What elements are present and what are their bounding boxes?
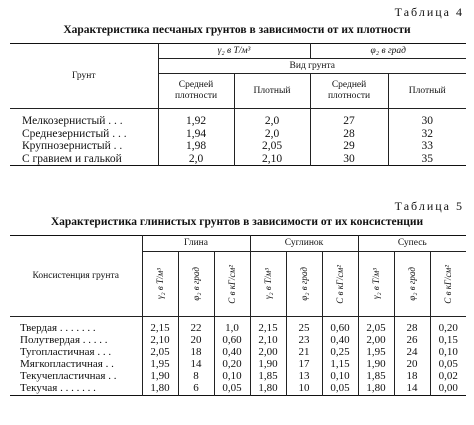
cell: 0,20 (430, 323, 466, 335)
cell: 1,90 (142, 371, 178, 383)
table4-sub-2: Средней плотности (310, 74, 388, 109)
row-name: Твердая . . . . . . . (20, 322, 96, 335)
row-name: Текучепластичная . . (20, 370, 117, 383)
table5-sub-gamma: γ₂ в Т/м³ (155, 268, 165, 300)
table4-header-phi: φ₂ в град (310, 44, 466, 59)
cell: 30 (310, 153, 388, 166)
cell: 1,98 (158, 140, 234, 153)
cell: 1,15 (322, 359, 358, 371)
cell: 2,05 (142, 347, 178, 359)
cell: 18 (178, 347, 214, 359)
cell: 1,92 (158, 115, 234, 128)
cell: 28 (394, 323, 430, 335)
cell: 35 (388, 153, 466, 166)
table4-sub-1: Плотный (234, 74, 310, 109)
cell: 1,80 (250, 383, 286, 396)
cell: 13 (286, 371, 322, 383)
cell: 2,00 (250, 347, 286, 359)
table4-title: Характеристика песчаных грунтов в зависимости от их плотности (63, 24, 411, 36)
table4-header-soil: Грунт (10, 44, 158, 109)
cell: 27 (310, 115, 388, 128)
table-row (10, 347, 466, 359)
cell: 29 (310, 140, 388, 153)
table5-group-clay: Глина (142, 236, 250, 252)
table-row (10, 335, 466, 347)
cell: 0,05 (214, 383, 250, 396)
table5-sub-c: C в кГ/см² (443, 264, 454, 304)
cell: 0,60 (322, 323, 358, 335)
table-row (10, 383, 466, 396)
cell: 0,20 (214, 359, 250, 371)
table5-sub-phi: φ₂ в град (407, 267, 418, 301)
cell: 2,15 (142, 323, 178, 335)
row-name: Среднезернистый . . . (22, 127, 127, 140)
cell: 0,10 (430, 347, 466, 359)
table-row (10, 371, 466, 383)
cell: 10 (286, 383, 322, 396)
cell: 14 (178, 359, 214, 371)
cell: 2,05 (358, 323, 394, 335)
row-name: Мягкопластичная . . (20, 358, 114, 371)
cell: 0,10 (322, 371, 358, 383)
row-name: Крупнозернистый . . (22, 140, 123, 153)
cell: 20 (178, 335, 214, 347)
cell: 26 (394, 335, 430, 347)
table-row (10, 153, 466, 166)
row-name: Полутвердая . . . . . (20, 334, 108, 347)
table-row (10, 359, 466, 371)
cell: 0,60 (214, 335, 250, 347)
table-row (10, 140, 466, 153)
row-name: Мелкозернистый . . . (22, 115, 123, 128)
cell: 0,00 (430, 383, 466, 396)
cell: 24 (394, 347, 430, 359)
table4-number: Таблица 4 (394, 5, 464, 19)
cell: 32 (388, 128, 466, 141)
cell: 2,10 (234, 153, 310, 166)
cell: 1,0 (214, 323, 250, 335)
cell: 1,95 (358, 347, 394, 359)
cell: 2,0 (158, 153, 234, 166)
cell: 0,02 (430, 371, 466, 383)
cell: 1,80 (142, 383, 178, 396)
cell: 20 (394, 359, 430, 371)
row-name: Текучая . . . . . . . (20, 382, 96, 395)
table5-title: Характеристика глинистых грунтов в зависимости от их консистенции (50, 216, 424, 228)
cell: 2,0 (234, 128, 310, 141)
cell: 0,05 (430, 359, 466, 371)
cell: 30 (388, 115, 466, 128)
table-row (10, 128, 466, 141)
cell: 2,05 (234, 140, 310, 153)
cell: 0,25 (322, 347, 358, 359)
cell: 0,40 (322, 335, 358, 347)
cell: 0,40 (214, 347, 250, 359)
cell: 22 (178, 323, 214, 335)
table5-sub-c: C в кГ/см² (227, 264, 237, 304)
table4-sub-3: Плотный (388, 74, 466, 109)
cell: 2,15 (250, 323, 286, 335)
table5-sub-gamma: γ₂ в Т/м³ (263, 268, 274, 300)
cell: 6 (178, 383, 214, 396)
cell: 2,10 (250, 335, 286, 347)
table5-header-consistency: Консистенция грунта (10, 236, 142, 317)
table5-group-loam: Суглинок (250, 236, 358, 252)
cell: 0,05 (322, 383, 358, 396)
cell: 23 (286, 335, 322, 347)
table5-sub-phi: φ₂ в град (299, 267, 310, 301)
cell: 0,15 (430, 335, 466, 347)
cell: 18 (394, 371, 430, 383)
cell: 1,95 (142, 359, 178, 371)
row-name: С гравием и галькой (22, 152, 122, 165)
cell: 2,10 (142, 335, 178, 347)
table4-sub-0: Средней плотности (158, 74, 234, 109)
table4-header-kind: Вид грунта (158, 59, 466, 74)
cell: 1,90 (250, 359, 286, 371)
table4-header-gamma: γ₂ в Т/м³ (158, 44, 310, 59)
cell: 14 (394, 383, 430, 396)
cell: 1,85 (250, 371, 286, 383)
table5-sub-c: C в кГ/см² (335, 264, 346, 304)
cell: 1,85 (358, 371, 394, 383)
cell: 1,80 (358, 383, 394, 396)
cell: 25 (286, 323, 322, 335)
table5-group-sandy-loam: Супесь (358, 236, 466, 252)
cell: 21 (286, 347, 322, 359)
cell: 33 (388, 140, 466, 153)
table-row (10, 323, 466, 335)
table5-number: Таблица 5 (394, 199, 464, 213)
cell: 0,10 (214, 371, 250, 383)
cell: 2,00 (358, 335, 394, 347)
table5-sub-gamma: γ₂ в Т/м³ (371, 268, 382, 300)
table-row (10, 115, 466, 128)
cell: 17 (286, 359, 322, 371)
table4 (10, 43, 466, 166)
cell: 28 (310, 128, 388, 141)
cell: 8 (178, 371, 214, 383)
table5 (10, 235, 466, 396)
row-name: Тугопластичная . . . (20, 346, 112, 359)
cell: 2,0 (234, 115, 310, 128)
cell: 1,94 (158, 128, 234, 141)
cell: 1,90 (358, 359, 394, 371)
table5-sub-phi: φ₂ в град (191, 267, 201, 301)
